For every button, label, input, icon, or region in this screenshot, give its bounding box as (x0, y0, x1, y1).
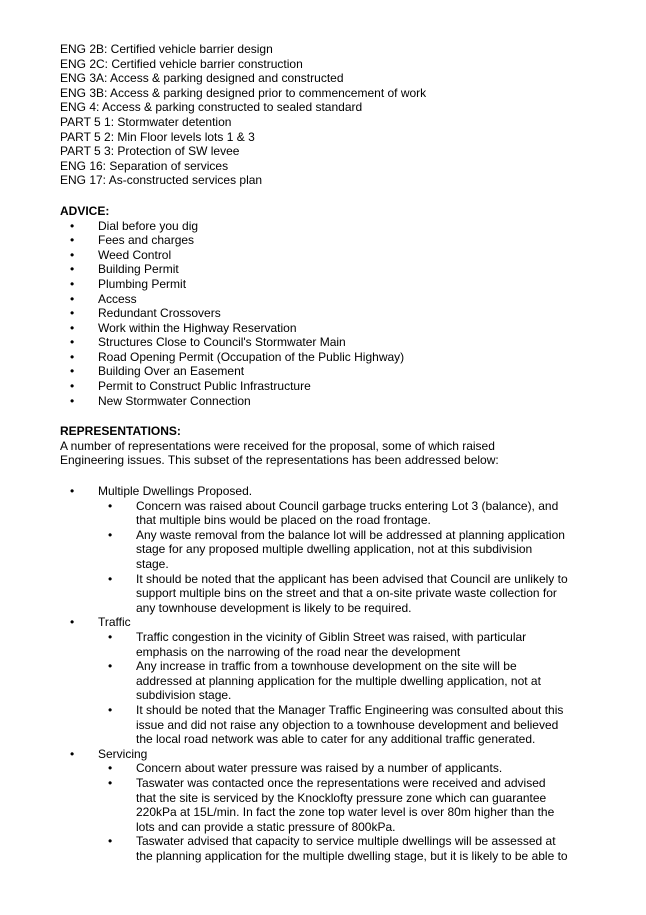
sub-item (60, 761, 600, 776)
sub-item (60, 499, 600, 528)
list-item: • Structures Close to Council's Stormwater Main (60, 335, 600, 350)
text-line: any townhouse development is likely to be required. (136, 600, 412, 615)
text-line: issue and did not raise any objection to a townhouse development and believed (136, 717, 559, 732)
list-item: • Plumbing Permit (60, 277, 600, 292)
condition-line: PART 5 3: Protection of SW levee (60, 144, 240, 159)
text-line: the local road network was able to cater for any additional traffic generated. (136, 732, 536, 747)
condition-line: ENG 3A: Access & parking designed and constructed (60, 71, 344, 86)
intro-line: A number of representations were received for the proposal, some of which raised (60, 438, 495, 453)
sub-item (60, 776, 600, 834)
condition-line: PART 5 1: Stormwater detention (60, 114, 232, 129)
list-item: • Fees and charges (60, 233, 600, 248)
document-page (60, 42, 600, 863)
condition-line: PART 5 2: Min Floor levels lots 1 & 3 (60, 129, 255, 144)
list-item: • Weed Control (60, 248, 600, 263)
sub-item (60, 659, 600, 703)
advice-list (60, 219, 600, 409)
text-line: addressed at planning application for the multiple dwelling application, not at (136, 673, 541, 688)
text-line: 220kPa at 15L/min. In fact the zone top water level is over 80m higher than the (136, 805, 555, 820)
text-line: • Any waste removal from the balance lot will be addressed at planning application (136, 527, 565, 542)
representation-title: • Servicing (60, 747, 600, 762)
condition-line: ENG 17: As-constructed services plan (60, 173, 263, 188)
text-line: the planning application for the multiple dwelling stage, but it is likely to be able to (136, 848, 568, 863)
text-line: • Taswater advised that capacity to service multiple dwellings will be assessed at (136, 834, 556, 849)
list-item: • Permit to Construct Public Infrastructure (60, 379, 600, 394)
advice-section (60, 204, 600, 408)
representation-item (60, 484, 600, 615)
conditions-list (60, 42, 600, 188)
list-item: • New Stormwater Connection (60, 394, 600, 409)
sub-item (60, 572, 600, 616)
sub-list (60, 499, 600, 616)
representation-item (60, 747, 600, 864)
condition-line: ENG 3B: Access & parking designed prior to commencement of work (60, 85, 427, 100)
text-line: emphasis on the narrowing of the road near the development (136, 644, 461, 659)
text-line: stage. (136, 557, 169, 571)
list-item: • Building Over an Easement (60, 364, 600, 379)
text-line: stage for any proposed multiple dwelling application, not at this subdivision (136, 542, 533, 557)
sub-list (60, 630, 600, 747)
representations-heading: REPRESENTATIONS: (60, 424, 181, 439)
sub-item (60, 528, 600, 572)
text-line: • Taswater was contacted once the representations were received and advised (136, 775, 546, 790)
sub-item (60, 630, 600, 659)
representations-list (60, 484, 600, 863)
list-item: • Redundant Crossovers (60, 306, 600, 321)
list-item: • Dial before you dig (60, 219, 600, 234)
sub-list (60, 761, 600, 863)
text-line: that the site is serviced by the Knocklofty pressure zone which can guarantee (136, 790, 547, 805)
text-line: • Concern was raised about Council garbage trucks entering Lot 3 (balance), and (136, 498, 559, 513)
text-line: that multiple bins would be placed on the road frontage. (136, 513, 431, 528)
representation-title: • Traffic (60, 615, 600, 630)
text-line: support multiple bins on the street and that a on-site private waste collection for (136, 586, 557, 601)
text-line: • Traffic congestion in the vicinity of Giblin Street was raised, with particular (136, 629, 527, 644)
advice-heading: ADVICE: (60, 203, 110, 218)
text-line: • It should be noted that the Manager Traffic Engineering was consulted about this (136, 702, 564, 717)
condition-line: ENG 2C: Certified vehicle barrier construction (60, 56, 303, 71)
representations-section (60, 424, 600, 863)
text-line: subdivision stage. (136, 688, 232, 703)
sub-item (60, 703, 600, 747)
list-item: • Work within the Highway Reservation (60, 321, 600, 336)
representation-item (60, 615, 600, 746)
text-line: • Any increase in traffic from a townhouse development on the site will be (136, 659, 517, 674)
intro-line: Engineering issues. This subset of the representations has been addressed below: (60, 453, 499, 468)
list-item: • Access (60, 292, 600, 307)
text-line: • It should be noted that the applicant has been advised that Council are unlikely to (136, 571, 568, 586)
representation-title: • Multiple Dwellings Proposed. (60, 484, 600, 499)
condition-line: ENG 4: Access & parking constructed to sealed standard (60, 100, 363, 115)
condition-line: ENG 2B: Certified vehicle barrier design (60, 42, 273, 56)
condition-line: ENG 16: Separation of services (60, 158, 229, 173)
sub-item (60, 834, 600, 863)
list-item: • Road Opening Permit (Occupation of the Public Highway) (60, 350, 600, 365)
text-line: lots and can provide a static pressure of 800kPa. (136, 819, 396, 834)
list-item: • Building Permit (60, 262, 600, 277)
text-line: • Concern about water pressure was raised by a number of applicants. (136, 761, 503, 776)
